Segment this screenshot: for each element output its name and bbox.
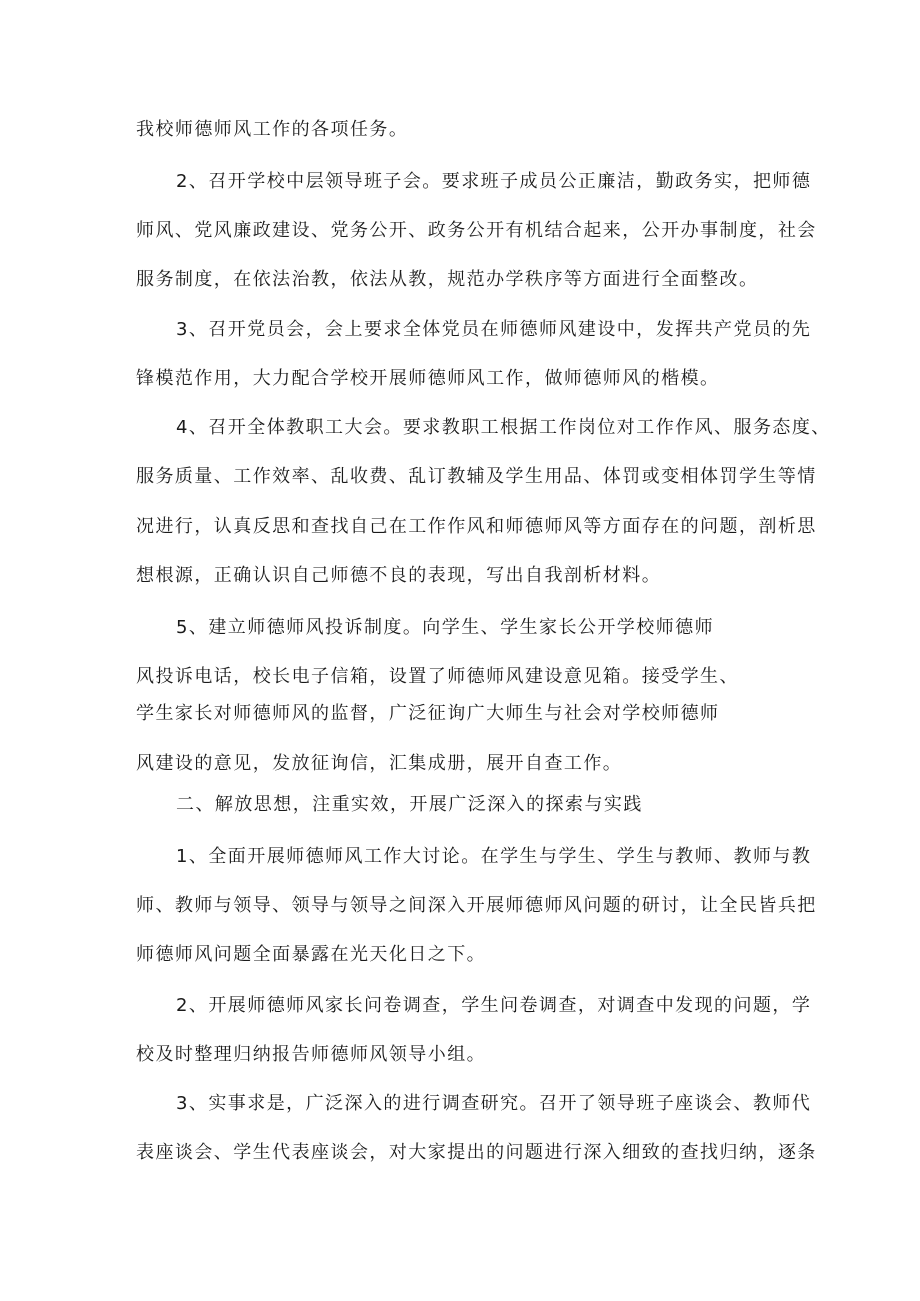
text-line: 服务质量、工作效率、乱收费、乱订教辅及学生用品、体罚或变相体罚学生等情 bbox=[136, 466, 817, 487]
text-line: 3、召开党员会，会上要求全体党员在师德师风建设中，发挥共产党员的先 bbox=[176, 319, 812, 340]
text-line: 师风、党风廉政建设、党务公开、政务公开有机结合起来，公开办事制度，社会 bbox=[136, 220, 817, 241]
text-line: 2、召开学校中层领导班子会。要求班子成员公正廉洁，勤政务实，把师德 bbox=[176, 171, 812, 192]
text-line: 风建设的意见，发放征询信，汇集成册，展开自查工作。 bbox=[136, 753, 623, 774]
text-line: 2、开展师德师风家长问卷调查，学生问卷调查，对调查中发现的问题，学 bbox=[176, 995, 812, 1016]
text-line: 服务制度，在依法治教，依法从教，规范办学秩序等方面进行全面整改。 bbox=[136, 269, 759, 290]
text-line: 学生家长对师德师风的监督，广泛征询广大师生与社会对学校师德师 bbox=[136, 703, 720, 724]
text-line: 锋模范作用，大力配合学校开展师德师风工作，做师德师风的楷模。 bbox=[136, 368, 720, 389]
text-line: 师德师风问题全面暴露在光天化日之下。 bbox=[136, 944, 487, 965]
text-line: 想根源，正确认识自己师德不良的表现，写出自我剖析材料。 bbox=[136, 565, 662, 586]
section-heading: 二、解放思想，注重实效，开展广泛深入的探索与实践 bbox=[176, 794, 643, 815]
text-line: 表座谈会、学生代表座谈会，对大家提出的问题进行深入细致的查找归纳，逐条 bbox=[136, 1142, 817, 1163]
text-line: 3、实事求是，广泛深入的进行调查研究。召开了领导班子座谈会、教师代 bbox=[176, 1093, 812, 1114]
text-line: 风投诉电话，校长电子信箱，设置了师德师风建设意见箱。接受学生、 bbox=[136, 666, 739, 687]
text-line: 况进行，认真反思和查找自己在工作作风和师德师风等方面存在的问题，剖析思 bbox=[136, 516, 817, 537]
text-line: 5、建立师德师风投诉制度。向学生、学生家长公开学校师德师 bbox=[176, 617, 715, 638]
text-line: 师、教师与领导、领导与领导之间深入开展师德师风问题的研讨，让全民皆兵把 bbox=[136, 895, 817, 916]
text-line: 1、全面开展师德师风工作大讨论。在学生与学生、学生与教师、教师与教 bbox=[176, 846, 812, 867]
text-line: 校及时整理归纳报告师德师风领导小组。 bbox=[136, 1044, 487, 1065]
text-line: 4、召开全体教职工大会。要求教职工根据工作岗位对工作作风、服务态度、 bbox=[176, 417, 831, 438]
text-line: 我校师德师风工作的各项任务。 bbox=[136, 119, 409, 140]
